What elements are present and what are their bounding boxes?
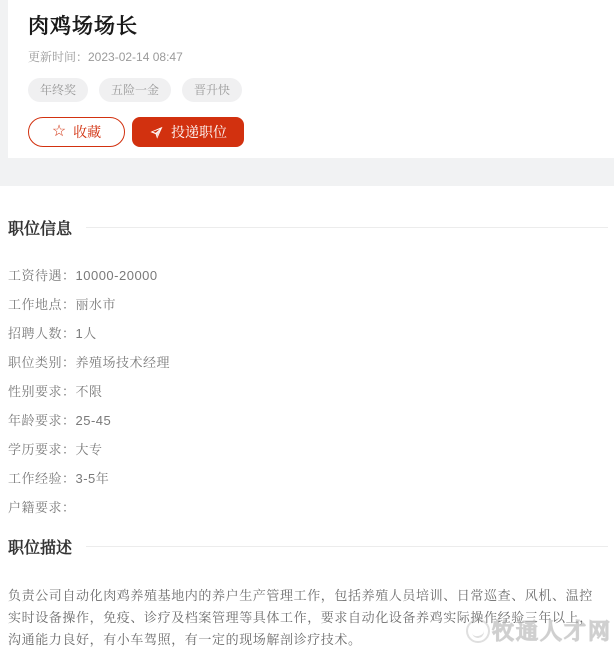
section-header-job-info — [8, 216, 608, 239]
apply-button-label: 投递职位 — [171, 124, 227, 141]
favorite-button[interactable] — [28, 117, 125, 147]
job-info-row: 户籍要求： — [8, 500, 76, 515]
update-time: 更新时间：2023-02-14 08:47 — [28, 50, 183, 65]
apply-button[interactable] — [132, 117, 244, 147]
section-title-job-description: 职位描述 — [8, 540, 73, 557]
job-info-row: 性别要求：不限 — [8, 384, 103, 399]
job-info-row: 职位类别：养殖场技术经理 — [8, 355, 171, 370]
favorite-button-label: 收藏 — [73, 124, 102, 141]
job-info-row: 工资待遇：10000-20000 — [8, 268, 158, 283]
job-info-rows — [8, 269, 608, 514]
section-divider — [86, 227, 608, 228]
header-card-area — [0, 0, 614, 186]
job-tag: 晋升快 — [182, 78, 242, 102]
paper-plane-icon — [149, 125, 164, 140]
job-tag: 年终奖 — [28, 78, 88, 102]
main-content — [0, 216, 614, 651]
job-description-text: 负责公司自动化肉鸡养殖基地内的养户生产管理工作，包括养殖人员培训、日常巡查、风机、温控实时设备操作，免疫、诊疗及档案管理等具体工作，要求自动化设备养鸡实际操作经验三年以上，沟通能力良好，有小车驾照，有一定的现场解剖诊疗技术。 — [8, 588, 593, 647]
job-tag: 五险一金 — [99, 78, 171, 102]
action-button-row — [28, 117, 594, 147]
section-divider — [86, 546, 608, 547]
job-info-row: 招聘人数：1人 — [8, 326, 97, 341]
job-info-row: 工作经验：3-5年 — [8, 471, 110, 486]
section-header-job-description — [8, 535, 608, 558]
job-header-card — [8, 0, 614, 158]
page-title: 肉鸡场场长 — [28, 15, 138, 38]
job-info-row: 工作地点：丽水市 — [8, 297, 117, 312]
job-info-row: 年龄要求：25-45 — [8, 413, 112, 428]
tag-list — [28, 78, 594, 102]
job-info-row: 学历要求：大专 — [8, 442, 103, 457]
section-title-job-info: 职位信息 — [8, 221, 73, 238]
star-icon: ☆ — [51, 123, 67, 141]
